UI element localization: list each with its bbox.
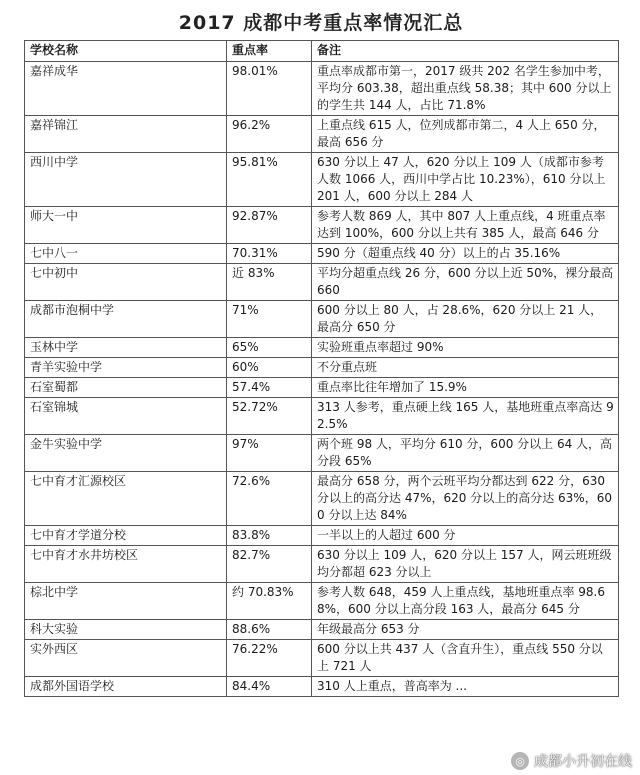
note-cell: 600 分以上共 437 人（含直升生），重点线 550 分以上 721 人: [312, 640, 619, 677]
rate-cell: 57.4%: [227, 378, 312, 398]
table-row: [25, 435, 619, 472]
rate-cell: 近 83%: [227, 264, 312, 301]
rate-cell: 95.81%: [227, 153, 312, 207]
table-body: [25, 62, 619, 697]
rate-cell: 60%: [227, 358, 312, 378]
table-row: [25, 116, 619, 153]
note-cell: 不分重点班: [312, 358, 619, 378]
rate-cell: 92.87%: [227, 207, 312, 244]
note-cell: 重点率成都市第一，2017 级共 202 名学生参加中考，平均分 603.38，超出重点线 58.38；其中 600 分以上的学生共 144 人，占比 71.8%: [312, 62, 619, 116]
table-row: [25, 301, 619, 338]
note-cell: 实验班重点率超过 90%: [312, 338, 619, 358]
rate-cell: 83.8%: [227, 526, 312, 546]
table-row: [25, 358, 619, 378]
school-name-cell: 七中初中: [25, 264, 227, 301]
note-cell: 630 分以上 47 人，620 分以上 109 人（成都市参考人数 1066 人，西川中学占比 10.23%），610 分以上 201 人，600 分以上 284 人: [312, 153, 619, 207]
rate-cell: 84.4%: [227, 677, 312, 697]
school-name-cell: 青羊实验中学: [25, 358, 227, 378]
table-row: [25, 677, 619, 697]
note-cell: 重点率比往年增加了 15.9%: [312, 378, 619, 398]
table-row: [25, 264, 619, 301]
table-row: [25, 378, 619, 398]
rate-cell: 96.2%: [227, 116, 312, 153]
note-cell: 上重点线 615 人，位列成都市第二，4 人上 650 分，最高 656 分: [312, 116, 619, 153]
note-cell: 两个班 98 人，平均分 610 分，600 分以上 64 人，高分段 65%: [312, 435, 619, 472]
school-name-cell: 西川中学: [25, 153, 227, 207]
results-table: [24, 40, 619, 697]
school-name-cell: 成都外国语学校: [25, 677, 227, 697]
watermark-text: 成都小升初在线: [534, 754, 632, 770]
table-row: [25, 472, 619, 526]
rate-cell: 88.6%: [227, 620, 312, 640]
school-name-cell: 嘉祥成华: [25, 62, 227, 116]
note-cell: 参考人数 869 人，其中 807 人上重点线，4 班重点率达到 100%，600 分以上共有 385 人，最高 646 分: [312, 207, 619, 244]
table-row: [25, 207, 619, 244]
note-cell: 参考人数 648，459 人上重点线，基地班重点率 98.68%，600 分以上高分段 163 人，最高分 645 分: [312, 583, 619, 620]
school-name-cell: 石室锦城: [25, 398, 227, 435]
table-row: [25, 583, 619, 620]
column-header-rate: 重点率: [227, 41, 312, 62]
table-row: [25, 546, 619, 583]
watermark: [511, 751, 632, 771]
table-row: [25, 398, 619, 435]
school-name-cell: 七中育才学道分校: [25, 526, 227, 546]
note-cell: 最高分 658 分，两个云班平均分都达到 622 分，630 分以上的高分达 47%，620 分以上的高分达 63%，600 分以上达 84%: [312, 472, 619, 526]
page-title: 2017 成都中考重点率情况汇总: [178, 12, 464, 34]
table-row: [25, 62, 619, 116]
school-name-cell: 七中八一: [25, 244, 227, 264]
rate-cell: 约 70.83%: [227, 583, 312, 620]
table-row: [25, 640, 619, 677]
rate-cell: 71%: [227, 301, 312, 338]
rate-cell: 52.72%: [227, 398, 312, 435]
school-name-cell: 七中育才水井坊校区: [25, 546, 227, 583]
school-name-cell: 棕北中学: [25, 583, 227, 620]
school-name-cell: 师大一中: [25, 207, 227, 244]
table-row: [25, 620, 619, 640]
school-name-cell: 玉林中学: [25, 338, 227, 358]
column-header-school: 学校名称: [25, 41, 227, 62]
note-cell: 平均分超重点线 26 分，600 分以上近 50%，裸分最高 660: [312, 264, 619, 301]
school-name-cell: 石室蜀都: [25, 378, 227, 398]
school-name-cell: 金牛实验中学: [25, 435, 227, 472]
rate-cell: 97%: [227, 435, 312, 472]
note-cell: 310 人上重点，普高率为 ...: [312, 677, 619, 697]
note-cell: 一半以上的人超过 600 分: [312, 526, 619, 546]
note-cell: 600 分以上 80 人，占 28.6%，620 分以上 21 人，最高分 650 分: [312, 301, 619, 338]
table-row: [25, 526, 619, 546]
note-cell: 590 分（超重点线 40 分）以上的占 35.16%: [312, 244, 619, 264]
note-cell: 313 人参考，重点硬上线 165 人，基地班重点率高达 92.5%: [312, 398, 619, 435]
rate-cell: 76.22%: [227, 640, 312, 677]
rate-cell: 98.01%: [227, 62, 312, 116]
rate-cell: 65%: [227, 338, 312, 358]
table-row: [25, 244, 619, 264]
note-cell: 630 分以上 109 人，620 分以上 157 人，网云班班级均分都超 623 分以上: [312, 546, 619, 583]
column-header-note: 备注: [312, 41, 619, 62]
table-row: [25, 153, 619, 207]
rate-cell: 82.7%: [227, 546, 312, 583]
school-name-cell: 七中育才汇源校区: [25, 472, 227, 526]
table-header-row: [25, 41, 619, 62]
school-name-cell: 实外西区: [25, 640, 227, 677]
rate-cell: 72.6%: [227, 472, 312, 526]
school-name-cell: 嘉祥锦江: [25, 116, 227, 153]
wechat-account-icon: ◎: [511, 752, 529, 770]
rate-cell: 70.31%: [227, 244, 312, 264]
table-row: [25, 338, 619, 358]
note-cell: 年级最高分 653 分: [312, 620, 619, 640]
school-name-cell: 科大实验: [25, 620, 227, 640]
school-name-cell: 成都市泡桐中学: [25, 301, 227, 338]
